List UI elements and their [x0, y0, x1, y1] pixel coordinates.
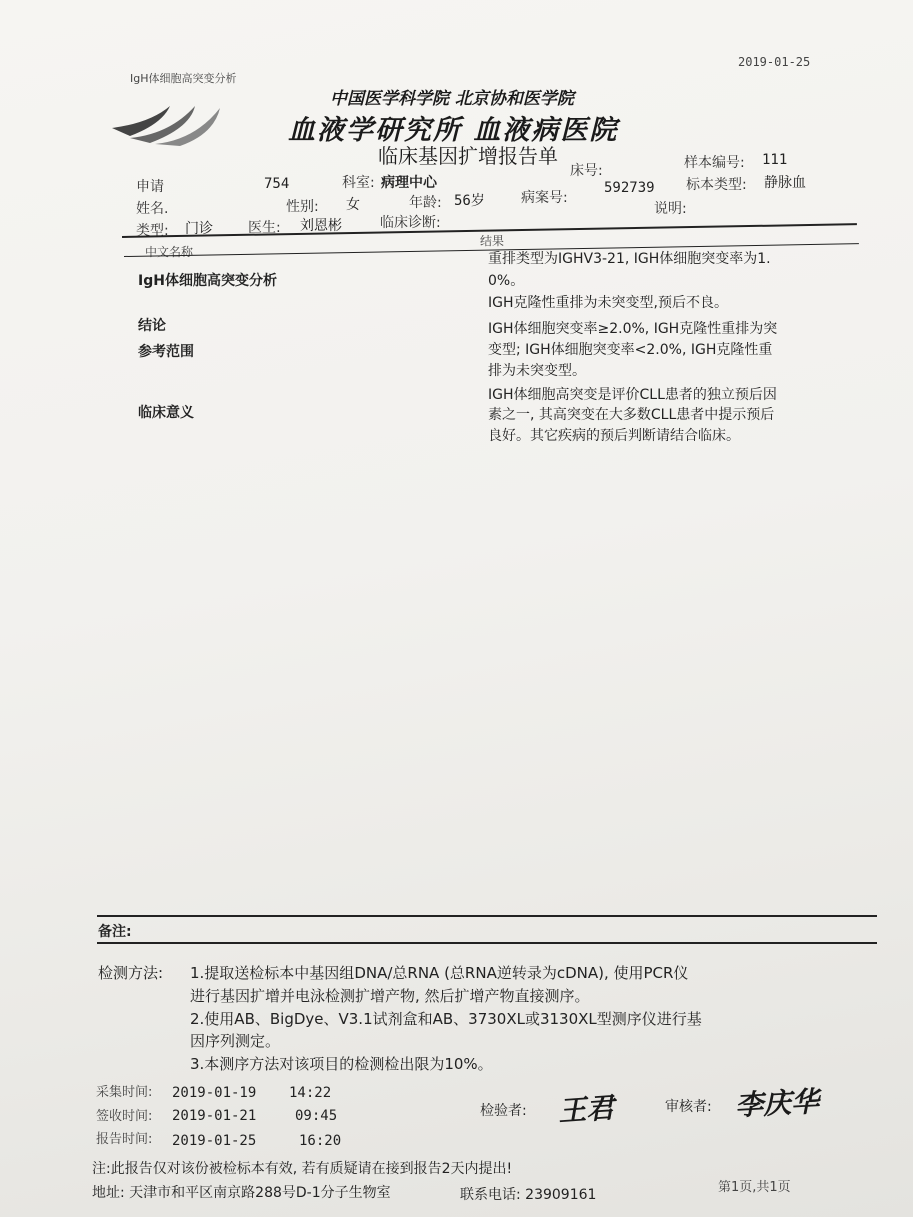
sex-label: 性别:	[286, 199, 319, 215]
age-value: 56岁	[454, 193, 485, 209]
reference-line-3: 排为未突变型。	[488, 363, 586, 379]
report-date: 2019-01-25	[738, 55, 811, 69]
dept-value: 病理中心	[381, 175, 437, 191]
remarks-bottom-rule	[97, 942, 877, 944]
apply-value: 754	[264, 176, 290, 192]
reviewer-signature: 李庆华	[734, 1084, 820, 1123]
report-date-footer: 2019-01-25	[172, 1133, 257, 1149]
receive-date: 2019-01-21	[172, 1108, 257, 1124]
method-line-3: 2.使用AB、BigDye、V3.1试剂盒和AB、3730XL或3130XL型测序仪进行基	[190, 1010, 702, 1028]
conclusion-label: 结论	[138, 318, 166, 334]
result-line-1: 重排类型为IGHV3-21, IGH体细胞突变率为1.	[488, 251, 771, 267]
remarks-top-rule	[97, 915, 877, 917]
disclaimer: 注:此报告仅对该份被检标本有效, 若有质疑请在接到报告2天内提出!	[92, 1161, 513, 1177]
type-label: 类型:	[136, 223, 169, 239]
apply-label: 申请	[136, 179, 164, 195]
inspector-signature: 王君	[557, 1091, 616, 1128]
record-value: 592739	[604, 180, 655, 196]
institute-line-2: 血液学研究所 血液病医院	[288, 115, 619, 146]
significance-line-2: 素之一, 其高突变在大多数CLL患者中提示预后	[488, 407, 775, 423]
bed-label: 床号:	[570, 163, 603, 179]
method-line-5: 3.本测序方法对该项目的检测检出限为10%。	[190, 1055, 493, 1073]
lab-address: 地址: 天津市和平区南京路288号D-1分子生物室	[92, 1185, 391, 1201]
diagnosis-label: 临床诊断:	[380, 215, 441, 231]
collect-label: 采集时间:	[96, 1085, 153, 1100]
reviewer-label: 审核者:	[665, 1099, 712, 1115]
item-name: IgH体细胞高突变分析	[138, 273, 277, 289]
report-time-label: 报告时间:	[96, 1132, 153, 1147]
sample-type-value: 静脉血	[764, 175, 806, 191]
sample-no-label: 样本编号:	[684, 155, 745, 171]
sample-no-value: 111	[762, 152, 788, 168]
age-label: 年龄:	[409, 195, 442, 211]
col-result-header: 结果	[480, 234, 505, 248]
significance-line-1: IGH体细胞高突变是评价CLL患者的独立预后因	[488, 387, 777, 403]
receive-label: 签收时间:	[96, 1109, 153, 1124]
result-line-2: 0%。	[488, 273, 525, 289]
report-time-value: 16:20	[299, 1133, 342, 1149]
reference-label: 参考范围	[138, 344, 194, 360]
significance-label: 临床意义	[138, 405, 194, 421]
dept-label: 科室:	[342, 175, 375, 191]
collect-date: 2019-01-19	[172, 1085, 257, 1101]
name-label: 姓名.	[136, 201, 169, 217]
page-number: 第1页,共1页	[718, 1180, 791, 1195]
remarks-label: 备注:	[98, 924, 132, 940]
significance-line-3: 良好。其它疾病的预后判断请结合临床。	[488, 428, 740, 444]
test-name-small: IgH体细胞高突变分析	[130, 72, 237, 85]
note-label: 说明:	[654, 201, 687, 217]
method-line-4: 因序列测定。	[190, 1032, 281, 1050]
method-label: 检测方法:	[98, 964, 164, 982]
institute-line-1: 中国医学科学院 北京协和医学院	[330, 89, 574, 109]
type-value: 门诊	[185, 221, 213, 237]
report-title: 临床基因扩增报告单	[378, 144, 558, 168]
doctor-value: 刘恩彬	[300, 218, 342, 234]
inspector-label: 检验者:	[480, 1103, 527, 1119]
receive-time: 09:45	[295, 1108, 338, 1124]
conclusion-text: IGH克隆性重排为未突变型,预后不良。	[488, 295, 728, 311]
method-line-1: 1.提取送检标本中基因组DNA/总RNA (总RNA逆转录为cDNA), 使用PCR仪	[190, 964, 689, 982]
doctor-label: 医生:	[248, 220, 281, 236]
hospital-logo	[110, 98, 225, 148]
sample-type-label: 标本类型:	[686, 177, 747, 193]
reference-line-2: 变型; IGH体细胞突变率<2.0%, IGH克隆性重	[488, 342, 773, 358]
reference-line-1: IGH体细胞突变率≥2.0%, IGH克隆性重排为突	[488, 321, 778, 337]
method-line-2: 进行基因扩增并电泳检测扩增产物, 然后扩增产物直接测序。	[190, 987, 590, 1005]
col-name-header: 中文名称	[145, 245, 194, 259]
sex-value: 女	[346, 197, 360, 213]
collect-time: 14:22	[289, 1085, 332, 1101]
lab-phone: 联系电话: 23909161	[460, 1187, 597, 1203]
record-label: 病案号:	[521, 190, 568, 206]
